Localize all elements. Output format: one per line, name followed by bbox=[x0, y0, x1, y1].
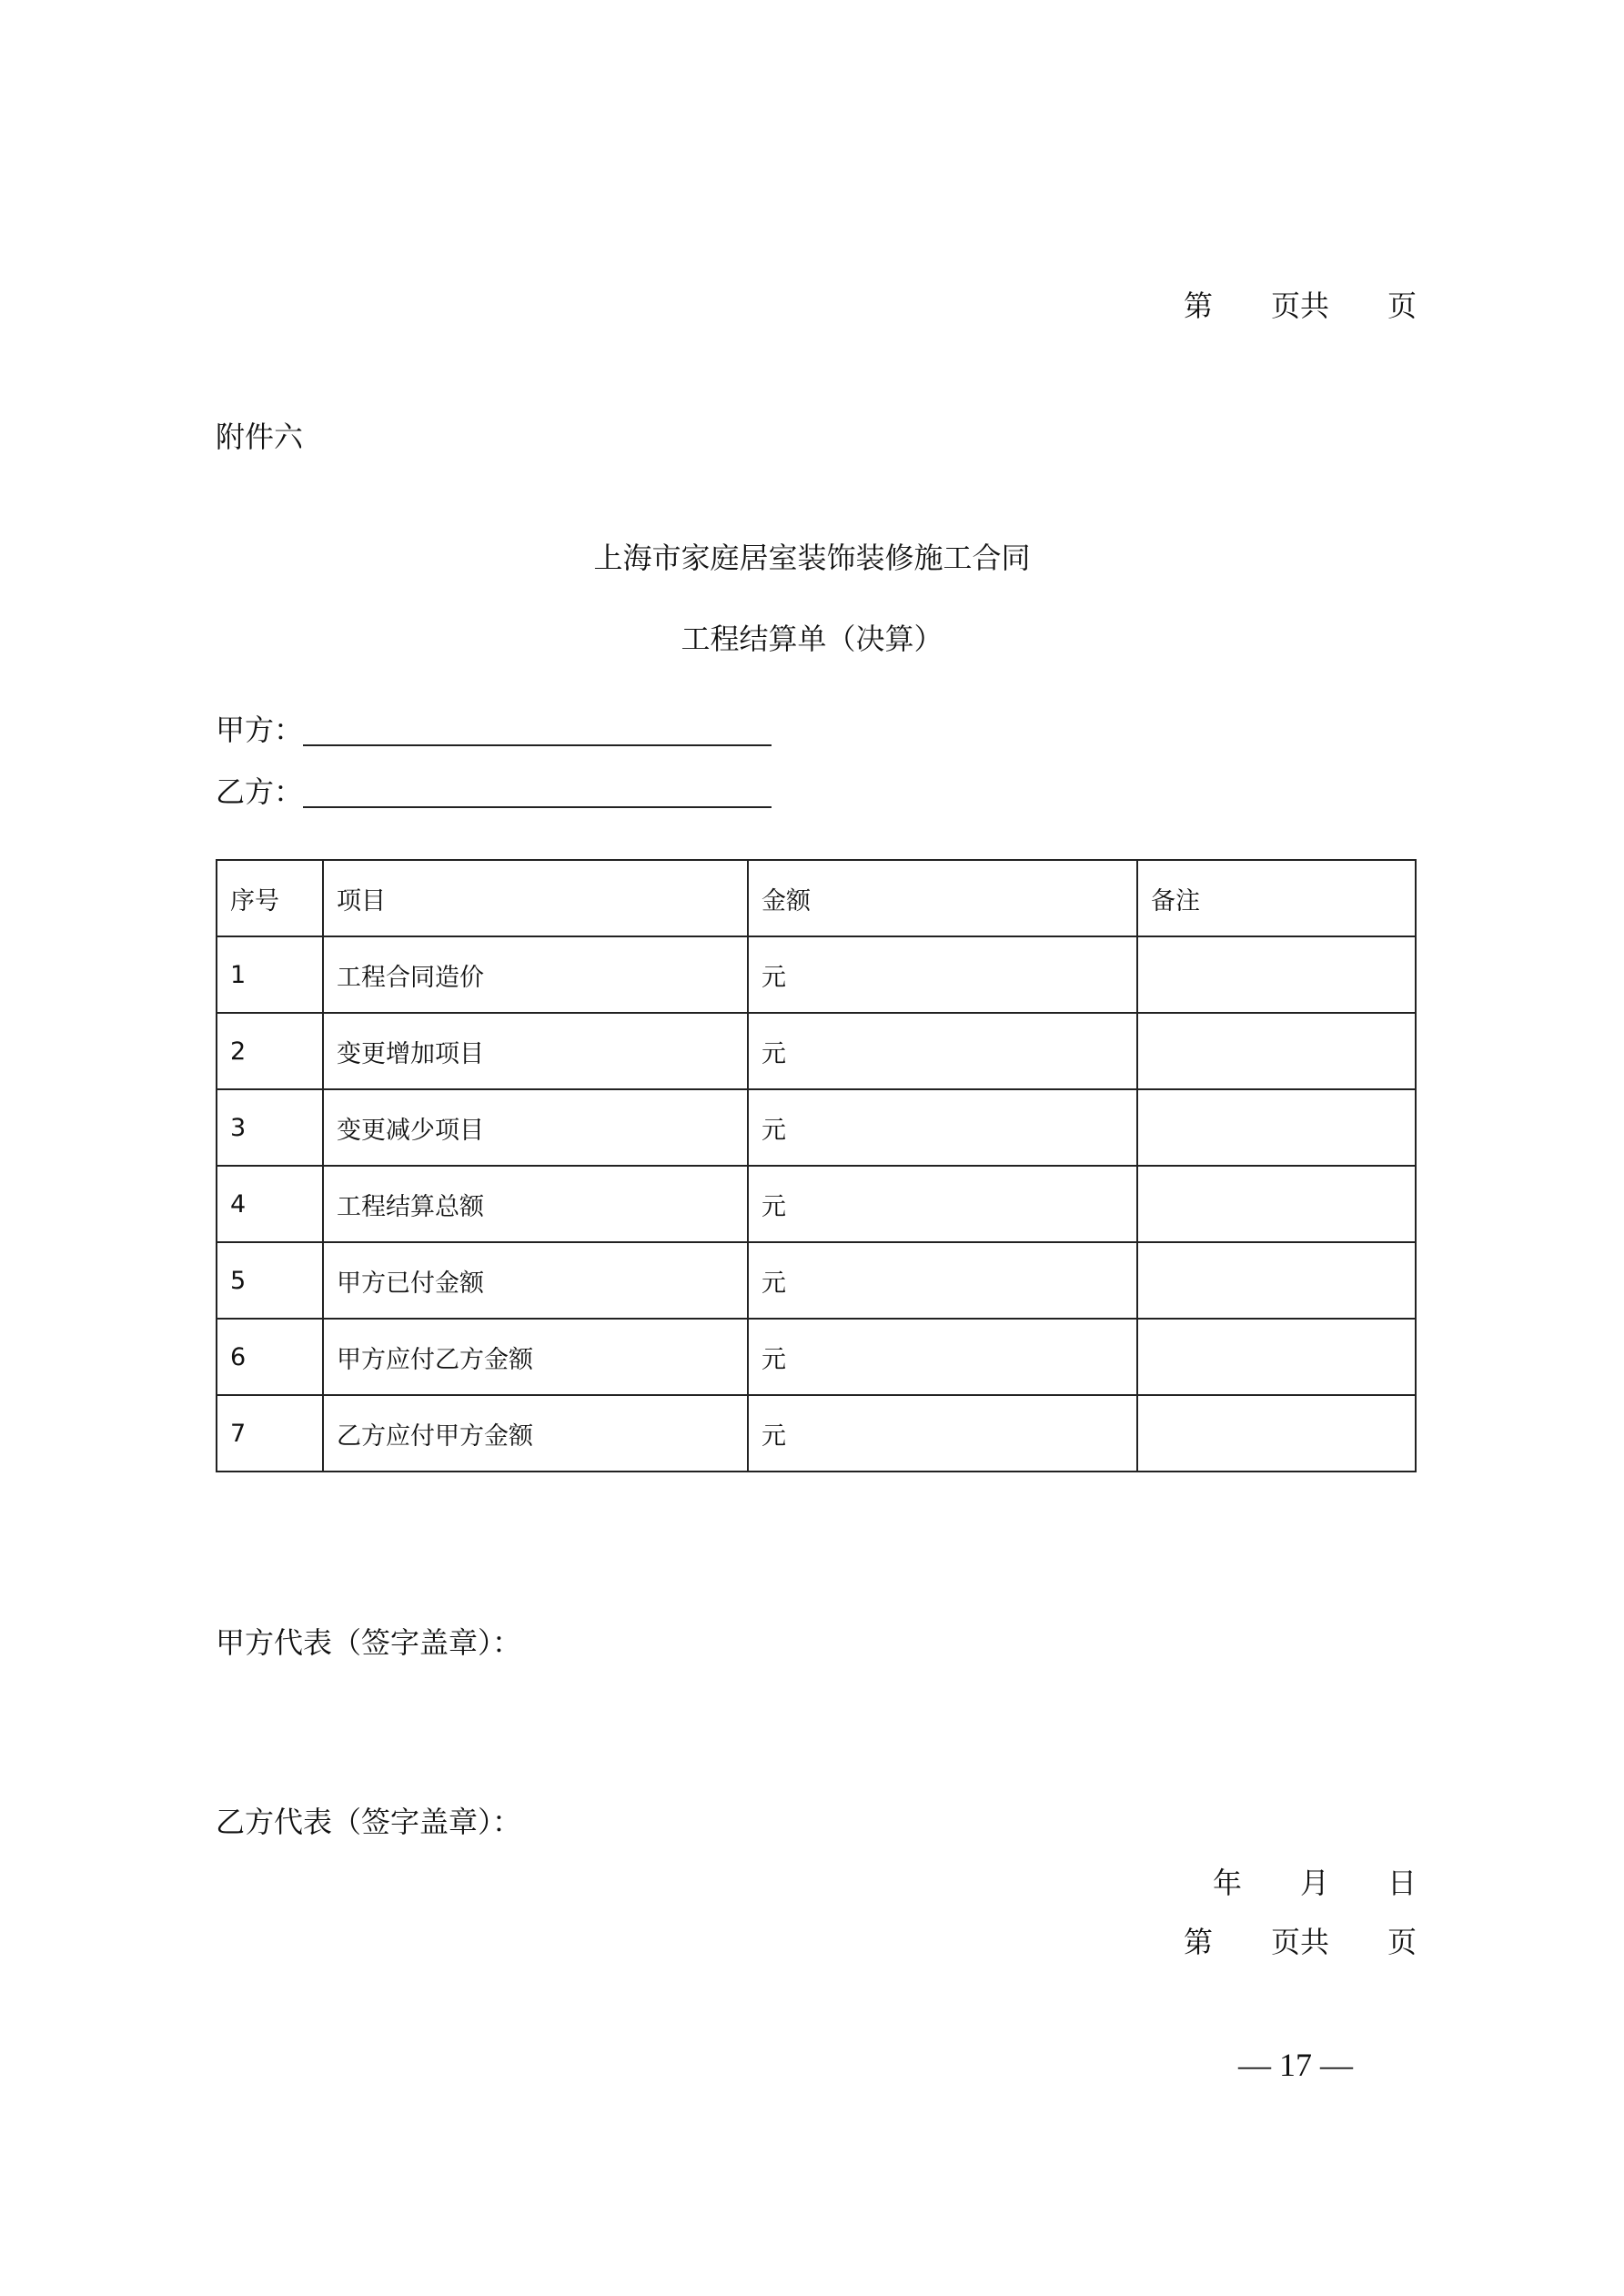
row-no: 4 bbox=[217, 1166, 323, 1242]
document-subtitle: 工程结算单（决算） bbox=[681, 622, 943, 656]
document-title: 上海市家庭居室装饰装修施工合同 bbox=[593, 541, 1031, 575]
row-item: 甲方应付乙方金额 bbox=[323, 1319, 748, 1395]
table-row bbox=[217, 1395, 1416, 1472]
party-b-field[interactable] bbox=[303, 806, 772, 808]
table-row bbox=[217, 1166, 1416, 1242]
row-note[interactable] bbox=[1137, 1013, 1416, 1089]
row-item: 变更增加项目 bbox=[323, 1013, 748, 1089]
row-amount[interactable]: 元 bbox=[748, 1166, 1137, 1242]
row-amount[interactable]: 元 bbox=[748, 936, 1137, 1013]
settlement-table bbox=[216, 859, 1417, 1472]
table-row bbox=[217, 1089, 1416, 1166]
row-no: 1 bbox=[217, 936, 323, 1013]
row-amount[interactable]: 元 bbox=[748, 1242, 1137, 1319]
header-amount: 金额 bbox=[748, 860, 1137, 936]
header-item: 项目 bbox=[323, 860, 748, 936]
row-note[interactable] bbox=[1137, 1319, 1416, 1395]
header-no: 序号 bbox=[217, 860, 323, 936]
table-row bbox=[217, 1013, 1416, 1089]
row-no: 5 bbox=[217, 1242, 323, 1319]
row-item: 乙方应付甲方金额 bbox=[323, 1395, 748, 1472]
row-no: 7 bbox=[217, 1395, 323, 1472]
table-row bbox=[217, 1319, 1416, 1395]
row-note[interactable] bbox=[1137, 1395, 1416, 1472]
row-item: 工程结算总额 bbox=[323, 1166, 748, 1242]
header-note: 备注 bbox=[1137, 860, 1416, 936]
party-b-signature-label: 乙方代表（签字盖章）： bbox=[216, 1805, 522, 1839]
row-item: 甲方已付金额 bbox=[323, 1242, 748, 1319]
party-b-label: 乙方： bbox=[216, 774, 304, 809]
row-no: 3 bbox=[217, 1089, 323, 1166]
table-row bbox=[217, 1242, 1416, 1319]
page-number: — 17 — bbox=[1238, 2047, 1353, 2083]
row-note[interactable] bbox=[1137, 1166, 1416, 1242]
row-amount[interactable]: 元 bbox=[748, 1013, 1137, 1089]
row-note[interactable] bbox=[1137, 936, 1416, 1013]
page-count-footer: 第 页共 页 bbox=[1183, 1925, 1417, 1959]
table-header-row bbox=[217, 860, 1416, 936]
page-count-header: 第 页共 页 bbox=[1183, 288, 1417, 323]
date-line: 年 月 日 bbox=[1212, 1866, 1417, 1900]
row-note[interactable] bbox=[1137, 1089, 1416, 1166]
table-row bbox=[217, 936, 1416, 1013]
row-item: 变更减少项目 bbox=[323, 1089, 748, 1166]
row-amount[interactable]: 元 bbox=[748, 1319, 1137, 1395]
row-note[interactable] bbox=[1137, 1242, 1416, 1319]
attachment-label: 附件六 bbox=[216, 420, 304, 454]
row-no: 2 bbox=[217, 1013, 323, 1089]
party-a-label: 甲方： bbox=[216, 713, 304, 747]
row-amount[interactable]: 元 bbox=[748, 1089, 1137, 1166]
party-a-field[interactable] bbox=[303, 744, 772, 746]
party-a-signature-label: 甲方代表（签字盖章）： bbox=[216, 1625, 522, 1660]
row-no: 6 bbox=[217, 1319, 323, 1395]
row-item: 工程合同造价 bbox=[323, 936, 748, 1013]
row-amount[interactable]: 元 bbox=[748, 1395, 1137, 1472]
